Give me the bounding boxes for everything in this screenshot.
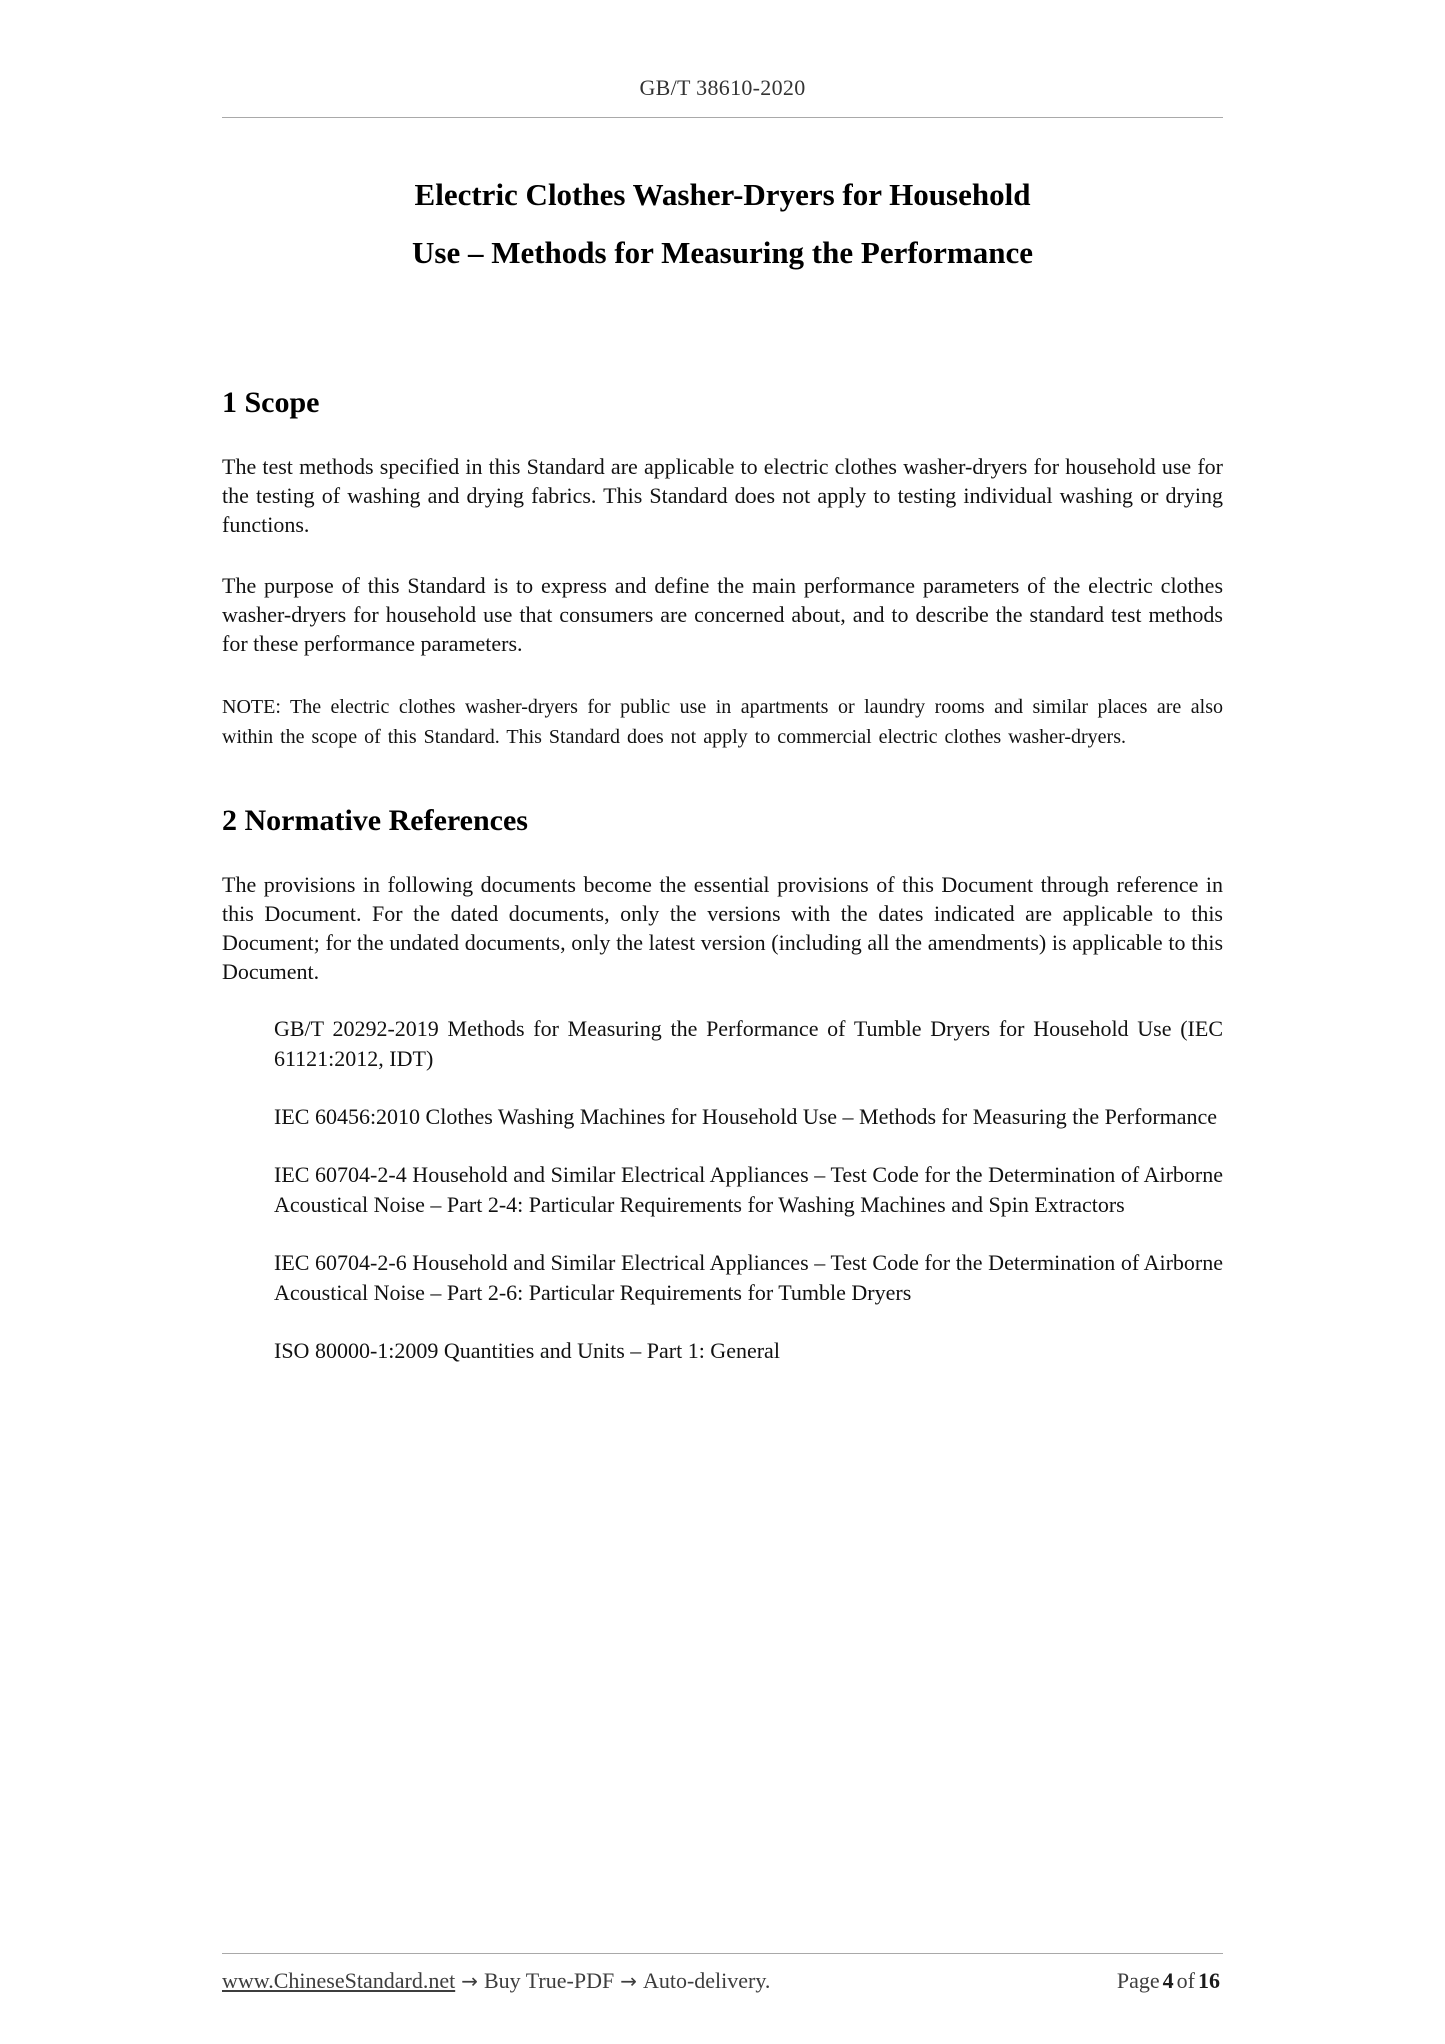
document-title-line-2: Use – Methods for Measuring the Performance xyxy=(412,235,1033,270)
current-page-number: 4 xyxy=(1162,1968,1174,1993)
footer-website-link[interactable]: www.ChineseStandard.net xyxy=(222,1968,456,1993)
section-heading-normative-references: 2 Normative References xyxy=(222,804,528,837)
reference-item-4: IEC 60704-2-6 Household and Similar Electrical Appliances – Test Code for the Determination of Airborne Acoustical Noise – Part 2-6: Particular Requirements for Tumble Dryers xyxy=(274,1250,1223,1305)
page-number-indicator xyxy=(1117,1968,1223,1994)
reference-item-2: IEC 60456:2010 Clothes Washing Machines for Household Use – Methods for Measuring the Performance xyxy=(274,1104,1218,1129)
scope-paragraph-1: The test methods specified in this Standard are applicable to electric clothes washer-dryers for household use for the testing of washing and drying fabrics. This Standard does not apply to testing individual washing or drying functions. xyxy=(222,454,1223,537)
footer-source-line xyxy=(222,1968,770,1994)
section-heading-scope: 1 Scope xyxy=(222,386,320,419)
scope-note: NOTE: The electric clothes washer-dryers for public use in apartments or laundry rooms and similar places are also within the scope of this Standard. This Standard does not apply to commercial electric clothes washer-dryers. xyxy=(222,696,1223,748)
footer-divider xyxy=(222,1953,1223,1954)
reference-item-3: IEC 60704-2-4 Household and Similar Electrical Appliances – Test Code for the Determination of Airborne Acoustical Noise – Part 2-4: Particular Requirements for Washing Machines and Spin Extractors xyxy=(274,1162,1223,1217)
header-divider xyxy=(222,117,1223,118)
of-label: of xyxy=(1176,1968,1195,1993)
document-title xyxy=(262,166,1183,282)
total-page-number: 16 xyxy=(1198,1968,1220,1993)
scope-paragraph-2: The purpose of this Standard is to express and define the main performance parameters of the electric clothes washer-dryers for household use that consumers are concerned about, and to describe the standard test methods for these performance parameters. xyxy=(222,573,1223,656)
reference-item-5: ISO 80000-1:2009 Quantities and Units – Part 1: General xyxy=(274,1338,780,1363)
arrow-right-icon: → xyxy=(461,1969,478,1993)
document-code-header: GB/T 38610-2020 xyxy=(639,75,806,100)
arrow-right-icon: → xyxy=(620,1969,637,1993)
reference-item-1: GB/T 20292-2019 Methods for Measuring the Performance of Tumble Dryers for Household Use (IEC 61121:2012, IDT) xyxy=(274,1016,1223,1071)
page-footer xyxy=(222,1953,1223,1994)
footer-delivery-text: Auto-delivery. xyxy=(642,1968,771,1993)
page-label: Page xyxy=(1116,1968,1160,1993)
document-title-line-1: Electric Clothes Washer-Dryers for Household xyxy=(414,177,1031,212)
footer-buy-text: Buy True-PDF xyxy=(483,1968,615,1993)
normative-paragraph-1: The provisions in following documents become the essential provisions of this Document through reference in this Document. For the dated documents, only the versions with the dates indicated are applicable to this Document; for the undated documents, only the latest version (including all the amendments) is applicable to this Document. xyxy=(222,872,1223,984)
